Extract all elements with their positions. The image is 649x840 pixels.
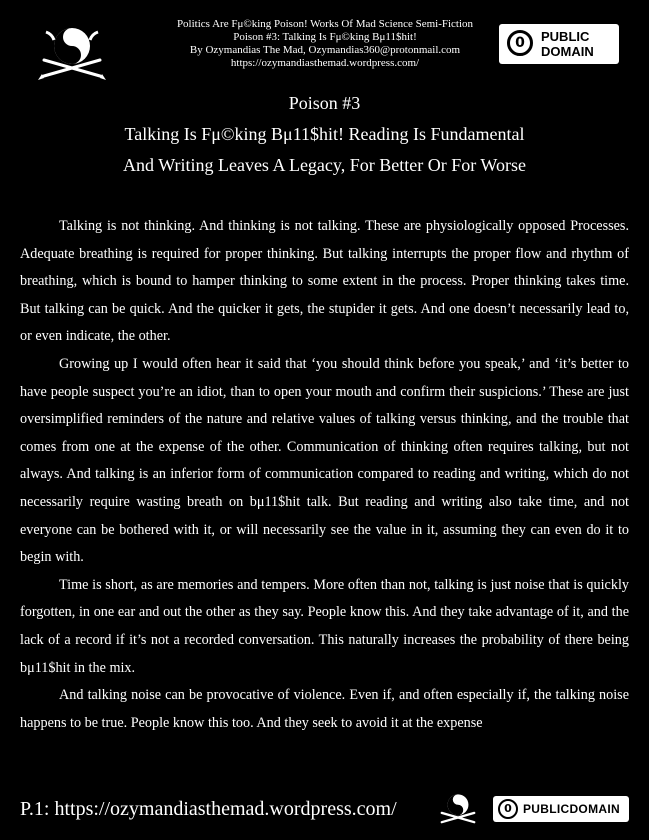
poison-number-title: Poison #3 <box>288 93 361 113</box>
footer-badge-label: PUBLICDOMAIN <box>523 802 620 816</box>
header-poison-line: Poison #3: Talking Is Fμ©king Bμ11$hit! <box>233 31 417 43</box>
paragraph: And talking noise can be provocative of violence. Even if, and often especially if, the talking noise happens to be true. People know this too. And they seek to avoid it at the expense <box>20 687 629 731</box>
yin-yang-skull-crossed-swords-icon <box>436 792 480 828</box>
footer-page-url[interactable]: P.1: https://ozymandiasthemad.wordpress.com/ <box>20 798 397 820</box>
page-footer <box>0 790 649 830</box>
paragraph: Talking is not thinking. And thinking is not talking. These are physiologically opposed Processes. Adequate breathing is required for proper thinking. But talking interrupts the proper flow and rhythm of breathing, which is bound to hamper thinking to some extent in the process. Proper thinking takes time. But talking can be quick. And the quicker it gets, the stupider it gets. And one doesn’t necessarily lead to, or even indicate, the other. <box>20 218 629 345</box>
yin-yang-skull-crossed-swords-icon <box>36 24 108 86</box>
public-domain-icon: 0 <box>507 30 533 56</box>
footer-public-domain-badge <box>493 796 629 822</box>
paragraph: Time is short, as are memories and tempers. More often than not, talking is just noise that is quickly forgotten, in one ear and out the other as they say. People know this. And they take advantage of it, and the lack of a record if it’s not a recorded conversation. This naturally increases the probability of there being bμ11$hit in the mix. <box>20 576 629 676</box>
header-author-line: By Ozymandias The Mad, Ozymandias360@protonmail.com <box>189 44 461 56</box>
public-domain-icon: 0 <box>498 799 518 819</box>
header-text-block <box>140 18 510 70</box>
header-series-line: Politics Are Fμ©king Poison! Works Of Mad Science Semi-Fiction <box>176 18 474 30</box>
main-title-line-2: And Writing Leaves A Legacy, For Better Or For Worse <box>123 155 526 175</box>
page-header <box>0 16 649 76</box>
main-title-line-1: Talking Is Fμ©king Bμ11$hit! Reading Is Fundamental <box>124 124 525 144</box>
header-url-line[interactable]: https://ozymandiasthemad.wordpress.com/ <box>230 57 420 69</box>
badge-line-domain: DOMAIN <box>541 44 594 59</box>
public-domain-label <box>541 29 594 59</box>
badge-line-public: PUBLIC <box>541 29 590 44</box>
title-block <box>0 88 649 181</box>
paragraph: Growing up I would often hear it said that ‘you should think before you speak,’ and ‘it’s better to have people suspect you’re an idiot, than to open your mouth and confirm their suspicions.’ These are just oversimplified reminders of the nature and relative values of talking versus thinking, and the trouble that comes from one at the expense of the other. Communication of thinking often requires talking, but not always. And talking is an inferior form of communication compared to reading and writing, which do not necessarily require wasting breath on bμ11$hit talk. But reading and writing also take time, and not everyone can be bothered with it, or will necessarily see the value in it, assuming they can even do it to begin with. <box>20 355 629 566</box>
body-text <box>20 213 629 737</box>
public-domain-badge <box>499 24 619 64</box>
